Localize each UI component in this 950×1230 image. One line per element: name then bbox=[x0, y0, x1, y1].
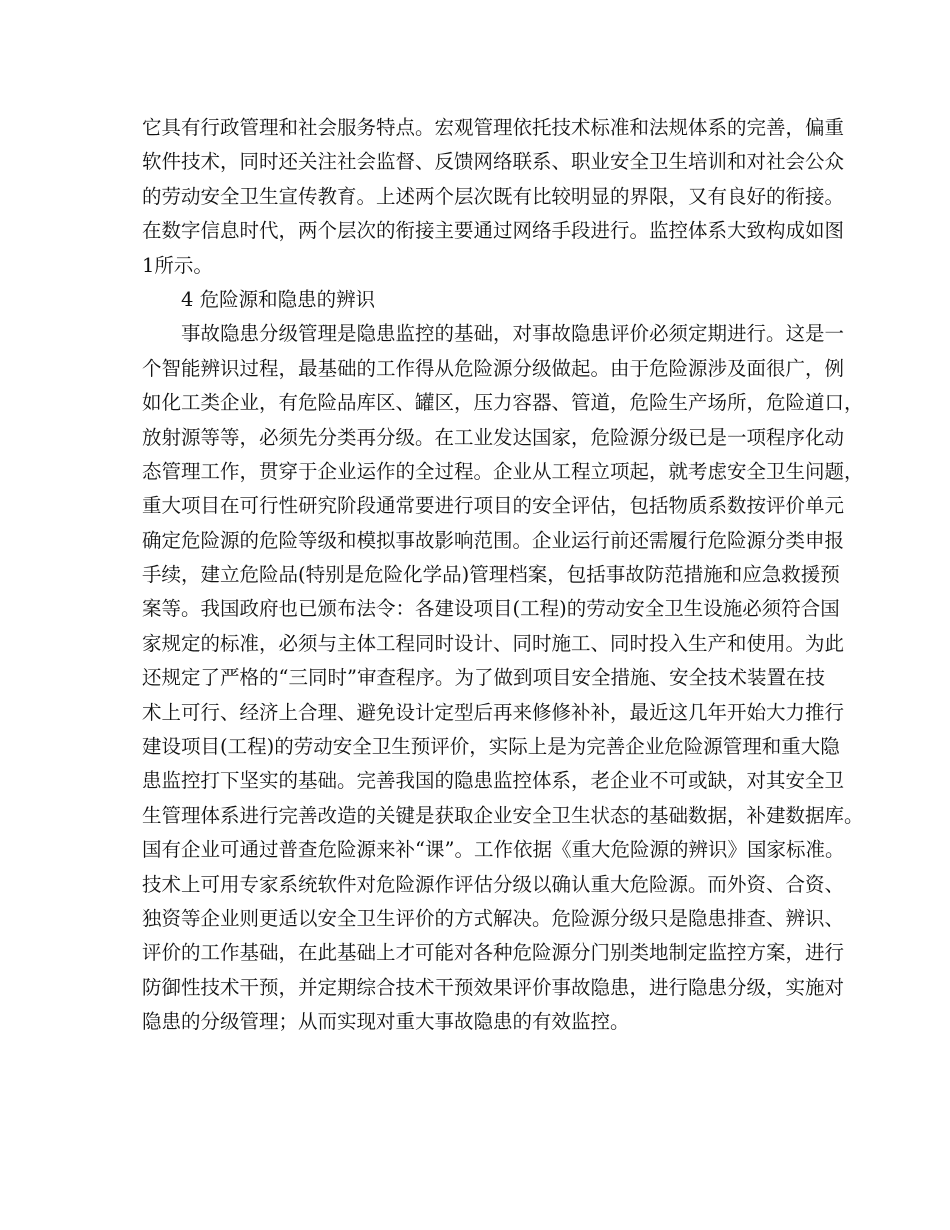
text-line: 技术上可用专家系统软件对危险源作评估分级以确认重大危险源。而外资、合资、 bbox=[142, 872, 845, 896]
text-line: 独资等企业则更适以安全卫生评价的方式解决。危险源分级只是隐患排查、辨识、 bbox=[142, 906, 845, 930]
text-line: 如化工类企业，有危险品库区、罐区，压力容器、管道，危险生产场所，危险道口， bbox=[142, 391, 864, 415]
body-text bbox=[142, 111, 864, 1040]
text-line: 防御性技术干预，并定期综合技术干预效果评价事故隐患，进行隐患分级，实施对 bbox=[142, 975, 845, 999]
text-line: 重大项目在可行性研究阶段通常要进行项目的安全评估，包括物质系数按评价单元 bbox=[142, 494, 845, 518]
text-line: 个智能辨识过程，最基础的工作得从危险源分级做起。由于危险源涉及面很广，例 bbox=[142, 356, 845, 380]
text-line: 生管理体系进行完善改造的关键是获取企业安全卫生状态的基础数据，补建数据库。 bbox=[142, 803, 864, 827]
text-line: 还规定了严格的“三同时”审查程序。为了做到项目安全措施、安全技术装置在技 bbox=[142, 666, 825, 690]
text-line: 家规定的标准，必须与主体工程同时设计、同时施工、同时投入生产和使用。为此 bbox=[142, 631, 845, 655]
text-line: 建设项目(工程)的劳动安全卫生预评价，实际上是为完善企业危险源管理和重大隐 bbox=[142, 735, 840, 759]
section-heading: 4 危险源和隐患的辨识 bbox=[181, 287, 376, 311]
text-line: 它具有行政管理和社会服务特点。宏观管理依托技术标准和法规体系的完善，偏重 bbox=[142, 116, 845, 139]
text-line: 1所示。 bbox=[142, 253, 213, 277]
text-line: 术上可行、经济上合理、避免设计定型后再来修修补补，最近这几年开始大力推行 bbox=[142, 700, 845, 724]
text-line: 事故隐患分级管理是隐患监控的基础，对事故隐患评价必须定期进行。这是一 bbox=[181, 322, 845, 346]
text-line: 的劳动安全卫生宣传教育。上述两个层次既有比较明显的界限，又有良好的衔接。 bbox=[142, 184, 845, 208]
text-line: 案等。我国政府也已颁布法令：各建设项目(工程)的劳动安全卫生设施必须符合国 bbox=[142, 597, 840, 621]
text-line: 国有企业可通过普查危险源来补“课”。工作依据《重大危险源的辨识》国家标准。 bbox=[142, 838, 845, 862]
text-line: 软件技术，同时还关注社会监督、反馈网络联系、职业安全卫生培训和对社会公众 bbox=[142, 150, 845, 174]
text-line: 在数字信息时代，两个层次的衔接主要通过网络手段进行。监控体系大致构成如图 bbox=[142, 219, 845, 243]
text-line: 隐患的分级管理；从而实现对重大事故隐患的有效监控。 bbox=[142, 1010, 630, 1034]
text-line: 手续，建立危险品(特别是危险化学品)管理档案，包括事故防范措施和应急救援预 bbox=[142, 563, 840, 587]
text-line: 放射源等等，必须先分类再分级。在工业发达国家，危险源分级已是一项程序化动 bbox=[142, 425, 845, 449]
text-line: 态管理工作，贯穿于企业运作的全过程。企业从工程立项起，就考虑安全卫生问题， bbox=[142, 459, 864, 483]
text-line: 评价的工作基础，在此基础上才可能对各种危险源分门别类地制定监控方案，进行 bbox=[142, 941, 845, 965]
text-line: 患监控打下坚实的基础。完善我国的隐患监控体系，老企业不可或缺，对其安全卫 bbox=[142, 769, 845, 793]
text-line: 确定危险源的危险等级和模拟事故影响范围。企业运行前还需履行危险源分类申报 bbox=[142, 528, 845, 552]
